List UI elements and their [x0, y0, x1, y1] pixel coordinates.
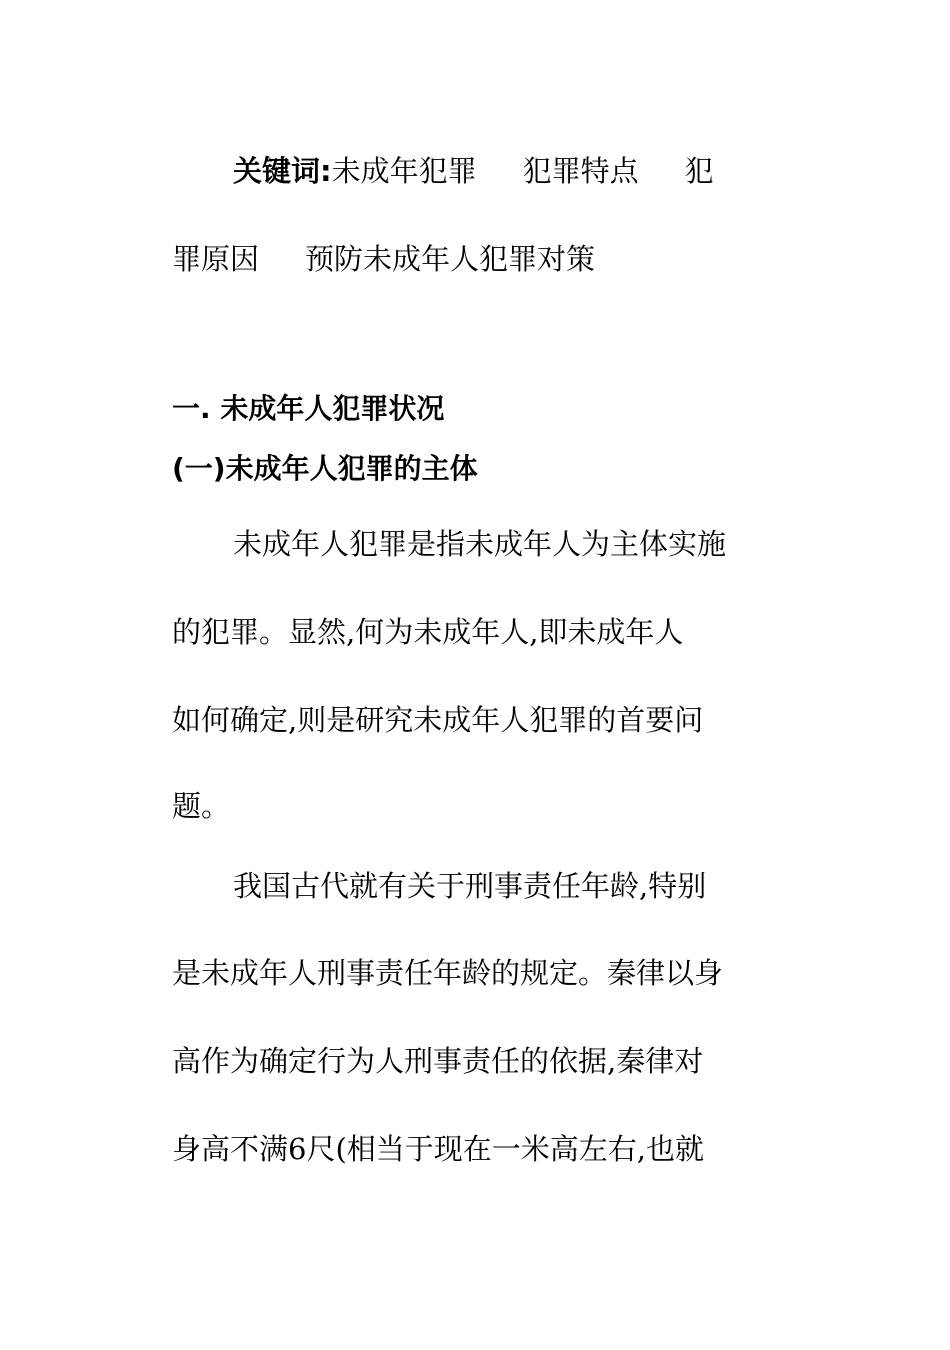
subsection-heading: (一)未成年人犯罪的主体	[172, 452, 478, 485]
keyword-item-part: 犯	[684, 154, 714, 188]
keywords-line-2	[172, 239, 792, 279]
paragraph-2-line: 身高不满6尺(相当于现在一米高左右,也就	[172, 1132, 704, 1166]
paragraph-1-line: 题。	[172, 789, 231, 823]
keyword-item: 犯罪特点	[522, 154, 639, 188]
paragraph-1-line: 未成年人犯罪是指未成年人为主体实施	[233, 527, 727, 561]
keyword-item: 预防未成年人犯罪对策	[305, 242, 596, 276]
keywords-label: 关键词:	[233, 154, 332, 188]
section-heading: 一. 未成年人犯罪状况	[172, 392, 445, 425]
paragraph-2-line: 是未成年人刑事责任年龄的规定。秦律以身	[172, 956, 724, 990]
keyword-item: 未成年犯罪	[331, 154, 477, 188]
paragraph-1-line: 如何确定,则是研究未成年人犯罪的首要问	[172, 703, 704, 737]
paragraph-2-line: 我国古代就有关于刑事责任年龄,特别	[233, 869, 707, 903]
keywords-line-1	[172, 151, 792, 191]
paragraph-2-line: 高作为确定行为人刑事责任的依据,秦律对	[172, 1044, 704, 1078]
paragraph-1-line: 的犯罪。显然,何为未成年人,即未成年人	[172, 615, 684, 649]
keyword-item-part: 罪原因	[172, 242, 260, 276]
